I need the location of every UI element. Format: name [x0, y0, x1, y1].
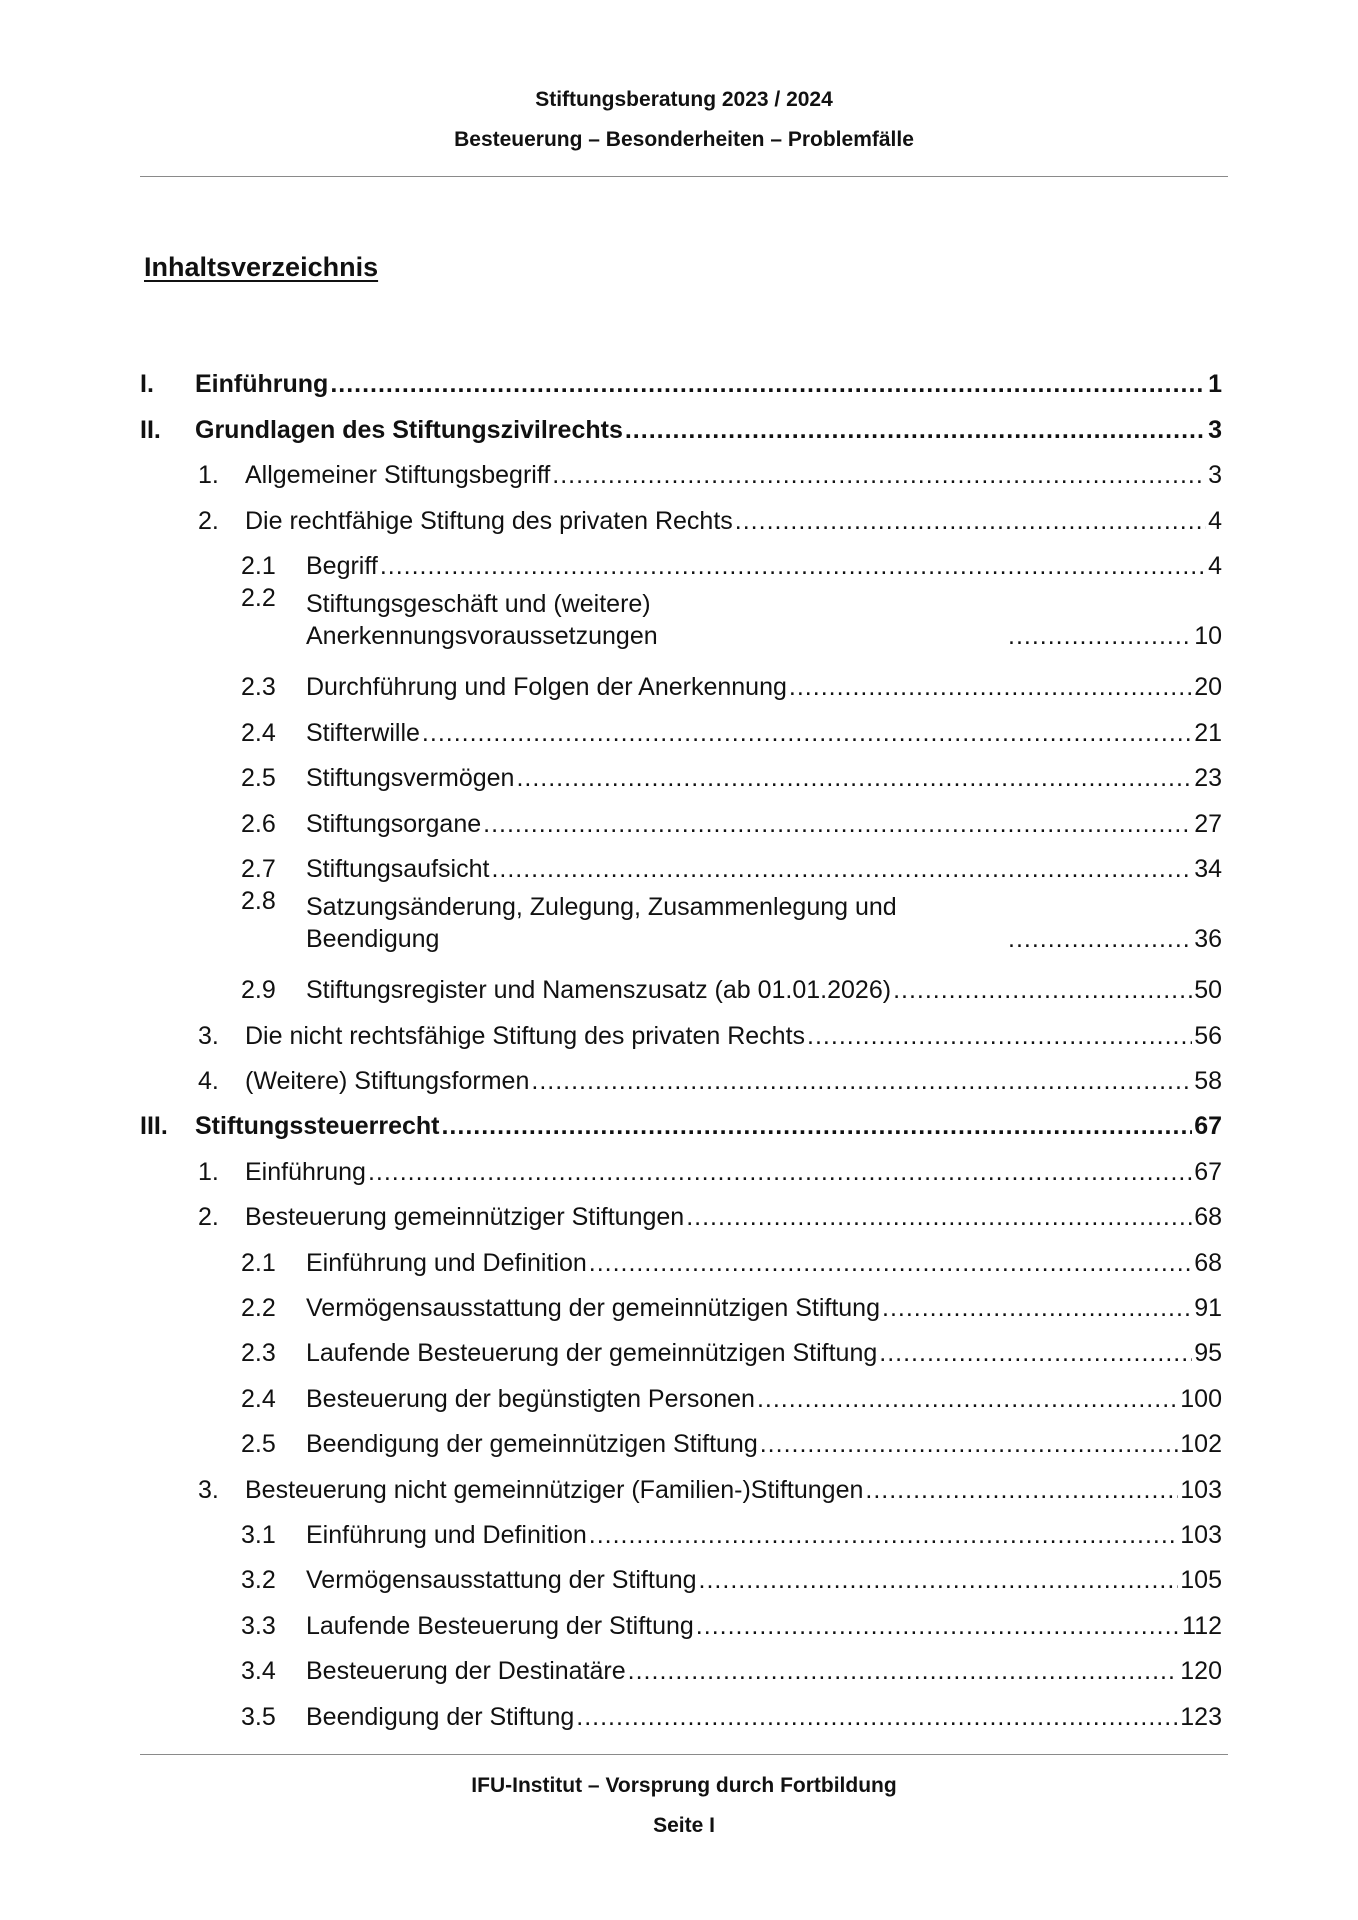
toc-entry-number: 4.: [198, 1067, 219, 1096]
header-divider: [140, 176, 1228, 177]
dot-leader: [882, 1292, 1192, 1324]
toc-entry-title: Besteuerung der begünstigten Personen: [306, 1384, 755, 1413]
dot-leader: [368, 1156, 1192, 1188]
toc-entry[interactable]: [140, 537, 1222, 582]
toc-entry-title: Vermögensausstattung der gemeinnützigen Stiftung: [306, 1294, 880, 1323]
toc-entry-number: II.: [140, 415, 161, 444]
toc-entry-title: Laufende Besteuerung der Stiftung: [306, 1611, 694, 1640]
toc-entry[interactable]: [140, 1324, 1222, 1369]
toc-entry-number: 2.4: [241, 1384, 276, 1413]
toc-entry[interactable]: [140, 491, 1222, 536]
toc-entry-title: Grundlagen des Stiftungszivilrechts: [195, 415, 623, 444]
dot-leader: [893, 974, 1192, 1006]
toc-entry-number: 2.1: [241, 1248, 276, 1277]
toc-entry[interactable]: [140, 355, 1222, 400]
table-of-contents: [140, 355, 1222, 1733]
toc-entry[interactable]: [140, 1142, 1222, 1187]
toc-entry-title: Besteuerung nicht gemeinnütziger (Familien-)Stiftungen: [245, 1475, 864, 1504]
toc-entry-number: 1.: [198, 461, 219, 490]
toc-entry[interactable]: [140, 1642, 1222, 1687]
dot-leader: [516, 762, 1192, 794]
header-subtitle: Besteuerung – Besonderheiten – Problemfälle: [454, 128, 914, 151]
page-footer: [140, 1766, 1228, 1846]
toc-entry-number: 2.3: [241, 673, 276, 702]
toc-entry[interactable]: [140, 1097, 1222, 1142]
toc-entry-page: 105: [1180, 1566, 1222, 1595]
dot-leader: [330, 368, 1206, 400]
dot-leader: [789, 671, 1192, 703]
toc-entry-title: Begriff: [306, 551, 378, 580]
toc-entry-number: 2.1: [241, 551, 276, 580]
toc-entry-page: 4: [1208, 506, 1222, 535]
dot-leader: [807, 1020, 1192, 1052]
toc-entry[interactable]: [140, 840, 1222, 885]
dot-leader: [552, 459, 1206, 491]
dot-leader: [879, 1337, 1192, 1369]
toc-entry-page: 36: [1194, 924, 1222, 953]
toc-entry-page: 21: [1194, 718, 1222, 747]
toc-entry-title: Allgemeiner Stiftungsbegriff: [245, 461, 551, 490]
toc-entry-title: Beendigung der gemeinnützigen Stiftung: [306, 1430, 758, 1459]
toc-entry-page: 10: [1194, 621, 1222, 650]
dot-leader: [483, 808, 1192, 840]
toc-entry-page: 3: [1208, 461, 1222, 490]
toc-entry-page: 3: [1208, 415, 1222, 444]
footer-divider: [140, 1754, 1228, 1755]
toc-entry-title: Stiftungsorgane: [306, 809, 482, 838]
toc-entry-title: Satzungsänderung, Zulegung, Zusammenlegung und Beendigung: [306, 892, 897, 953]
toc-entry-number: 3.: [198, 1021, 219, 1050]
dot-leader: [628, 1655, 1179, 1687]
toc-entry-title: Einführung und Definition: [306, 1520, 587, 1549]
toc-entry[interactable]: [140, 400, 1222, 445]
toc-entry-title: (Weitere) Stiftungsformen: [245, 1067, 530, 1096]
toc-entry-page: 102: [1180, 1430, 1222, 1459]
toc-entry-page: 100: [1180, 1384, 1222, 1413]
toc-entry-number: I.: [140, 370, 154, 399]
toc-entry-page: 58: [1194, 1067, 1222, 1096]
dot-leader: [531, 1065, 1192, 1097]
toc-entry-page: 103: [1180, 1520, 1222, 1549]
toc-entry[interactable]: [140, 1233, 1222, 1278]
toc-entry-number: 3.3: [241, 1611, 276, 1640]
dot-leader: [865, 1474, 1178, 1506]
toc-heading: Inhaltsverzeichnis: [144, 252, 379, 282]
toc-entry[interactable]: [140, 1551, 1222, 1596]
toc-entry[interactable]: [140, 1188, 1222, 1233]
toc-entry-number: 2.6: [241, 809, 276, 838]
toc-entry-page: 68: [1194, 1203, 1222, 1232]
toc-entry-page: 34: [1194, 854, 1222, 883]
toc-entry-number: 2.: [198, 1203, 219, 1232]
toc-entry-number: 3.5: [241, 1702, 276, 1731]
toc-entry-page: 68: [1194, 1248, 1222, 1277]
toc-entry-number: 3.2: [241, 1566, 276, 1595]
toc-entry[interactable]: [140, 703, 1222, 748]
toc-entry-page: 23: [1194, 764, 1222, 793]
toc-entry-number: 2.8: [241, 886, 276, 915]
toc-entry-page: 103: [1180, 1475, 1222, 1504]
toc-entry[interactable]: [140, 1506, 1222, 1551]
toc-entry-number: 2.5: [241, 764, 276, 793]
dot-leader: [760, 1428, 1179, 1460]
toc-entry-title: Stiftungsregister und Namenszusatz (ab 01.01.2026): [306, 976, 892, 1005]
toc-entry[interactable]: [140, 749, 1222, 794]
toc-entry-page: 50: [1194, 976, 1222, 1005]
toc-entry-page: 27: [1194, 809, 1222, 838]
toc-entry-number: 2.4: [241, 718, 276, 747]
dot-leader: [696, 1610, 1180, 1642]
dot-leader: [589, 1247, 1192, 1279]
toc-entry-page: 91: [1194, 1294, 1222, 1323]
header-title: Stiftungsberatung 2023 / 2024: [535, 88, 833, 111]
toc-entry-page: 112: [1182, 1611, 1222, 1640]
toc-entry-title: Stiftungsaufsicht: [306, 854, 490, 883]
toc-entry-number: 3.: [198, 1475, 219, 1504]
toc-entry-page: 20: [1194, 673, 1222, 702]
toc-entry-title: Beendigung der Stiftung: [306, 1702, 575, 1731]
toc-entry-title: Die rechtfähige Stiftung des privaten Rechts: [245, 506, 733, 535]
toc-entry[interactable]: [140, 1052, 1222, 1097]
toc-entry[interactable]: [140, 446, 1222, 491]
dot-leader: [625, 414, 1206, 446]
toc-entry[interactable]: [140, 1415, 1222, 1460]
toc-entry-page: 4: [1208, 551, 1222, 580]
dot-leader: [1008, 923, 1192, 955]
toc-entry-page: 67: [1194, 1157, 1222, 1186]
dot-leader: [1008, 620, 1192, 652]
toc-entry-title: Einführung und Definition: [306, 1248, 587, 1277]
toc-entry-number: 2.3: [241, 1339, 276, 1368]
toc-entry[interactable]: [140, 582, 1222, 658]
dot-leader: [441, 1110, 1192, 1142]
toc-entry-page: 123: [1180, 1702, 1222, 1731]
toc-entry-number: 2.2: [241, 583, 276, 612]
toc-entry[interactable]: [140, 1596, 1222, 1641]
dot-leader: [589, 1519, 1179, 1551]
toc-entry[interactable]: [140, 658, 1222, 703]
toc-entry-title: Stiftungsvermögen: [306, 764, 515, 793]
toc-entry-title: Durchführung und Folgen der Anerkennung: [306, 673, 787, 702]
toc-entry[interactable]: [140, 961, 1222, 1006]
toc-entry-number: III.: [140, 1112, 168, 1141]
dot-leader: [422, 717, 1192, 749]
dot-leader: [735, 505, 1206, 537]
toc-entry-number: 2.9: [241, 976, 276, 1005]
toc-entry-number: 2.7: [241, 854, 276, 883]
toc-entry-number: 3.4: [241, 1657, 276, 1686]
toc-entry[interactable]: [140, 1687, 1222, 1732]
toc-entry[interactable]: [140, 1460, 1222, 1505]
toc-entry-title: Stifterwille: [306, 718, 420, 747]
dot-leader: [699, 1564, 1179, 1596]
toc-entry[interactable]: [140, 794, 1222, 839]
toc-entry-number: 2.2: [241, 1294, 276, 1323]
dot-leader: [686, 1201, 1192, 1233]
dot-leader: [491, 853, 1192, 885]
dot-leader: [380, 550, 1206, 582]
toc-entry-title: Stiftungssteuerrecht: [195, 1112, 440, 1141]
page-header: [140, 80, 1228, 160]
toc-entry-page: 56: [1194, 1021, 1222, 1050]
toc-entry-title: Die nicht rechtsfähige Stiftung des privaten Rechts: [245, 1021, 806, 1050]
toc-entry-number: 2.: [198, 506, 219, 535]
toc-entry[interactable]: [140, 1369, 1222, 1414]
toc-entry[interactable]: [140, 885, 1222, 961]
toc-entry[interactable]: [140, 1006, 1222, 1051]
dot-leader: [576, 1701, 1178, 1733]
toc-entry-title: Vermögensausstattung der Stiftung: [306, 1566, 697, 1595]
toc-entry-title: Stiftungsgeschäft und (weitere) Anerkennungsvoraussetzungen: [306, 589, 658, 650]
toc-entry-number: 2.5: [241, 1430, 276, 1459]
dot-leader: [757, 1383, 1178, 1415]
toc-entry[interactable]: [140, 1279, 1222, 1324]
toc-entry-page: 120: [1180, 1657, 1222, 1686]
toc-entry-number: 3.1: [241, 1520, 276, 1549]
toc-entry-title: Einführung: [245, 1157, 366, 1186]
toc-entry-title: Einführung: [195, 370, 329, 399]
page-number: Seite I: [653, 1814, 715, 1837]
toc-entry-title: Besteuerung gemeinnütziger Stiftungen: [245, 1203, 685, 1232]
toc-entry-page: 1: [1208, 370, 1222, 399]
toc-entry-number: 1.: [198, 1157, 219, 1186]
toc-entry-title: Besteuerung der Destinatäre: [306, 1657, 626, 1686]
footer-institute: IFU-Institut – Vorsprung durch Fortbildung: [471, 1774, 897, 1797]
toc-entry-page: 95: [1194, 1339, 1222, 1368]
toc-entry-page: 67: [1194, 1112, 1222, 1141]
toc-entry-title: Laufende Besteuerung der gemeinnützigen Stiftung: [306, 1339, 878, 1368]
